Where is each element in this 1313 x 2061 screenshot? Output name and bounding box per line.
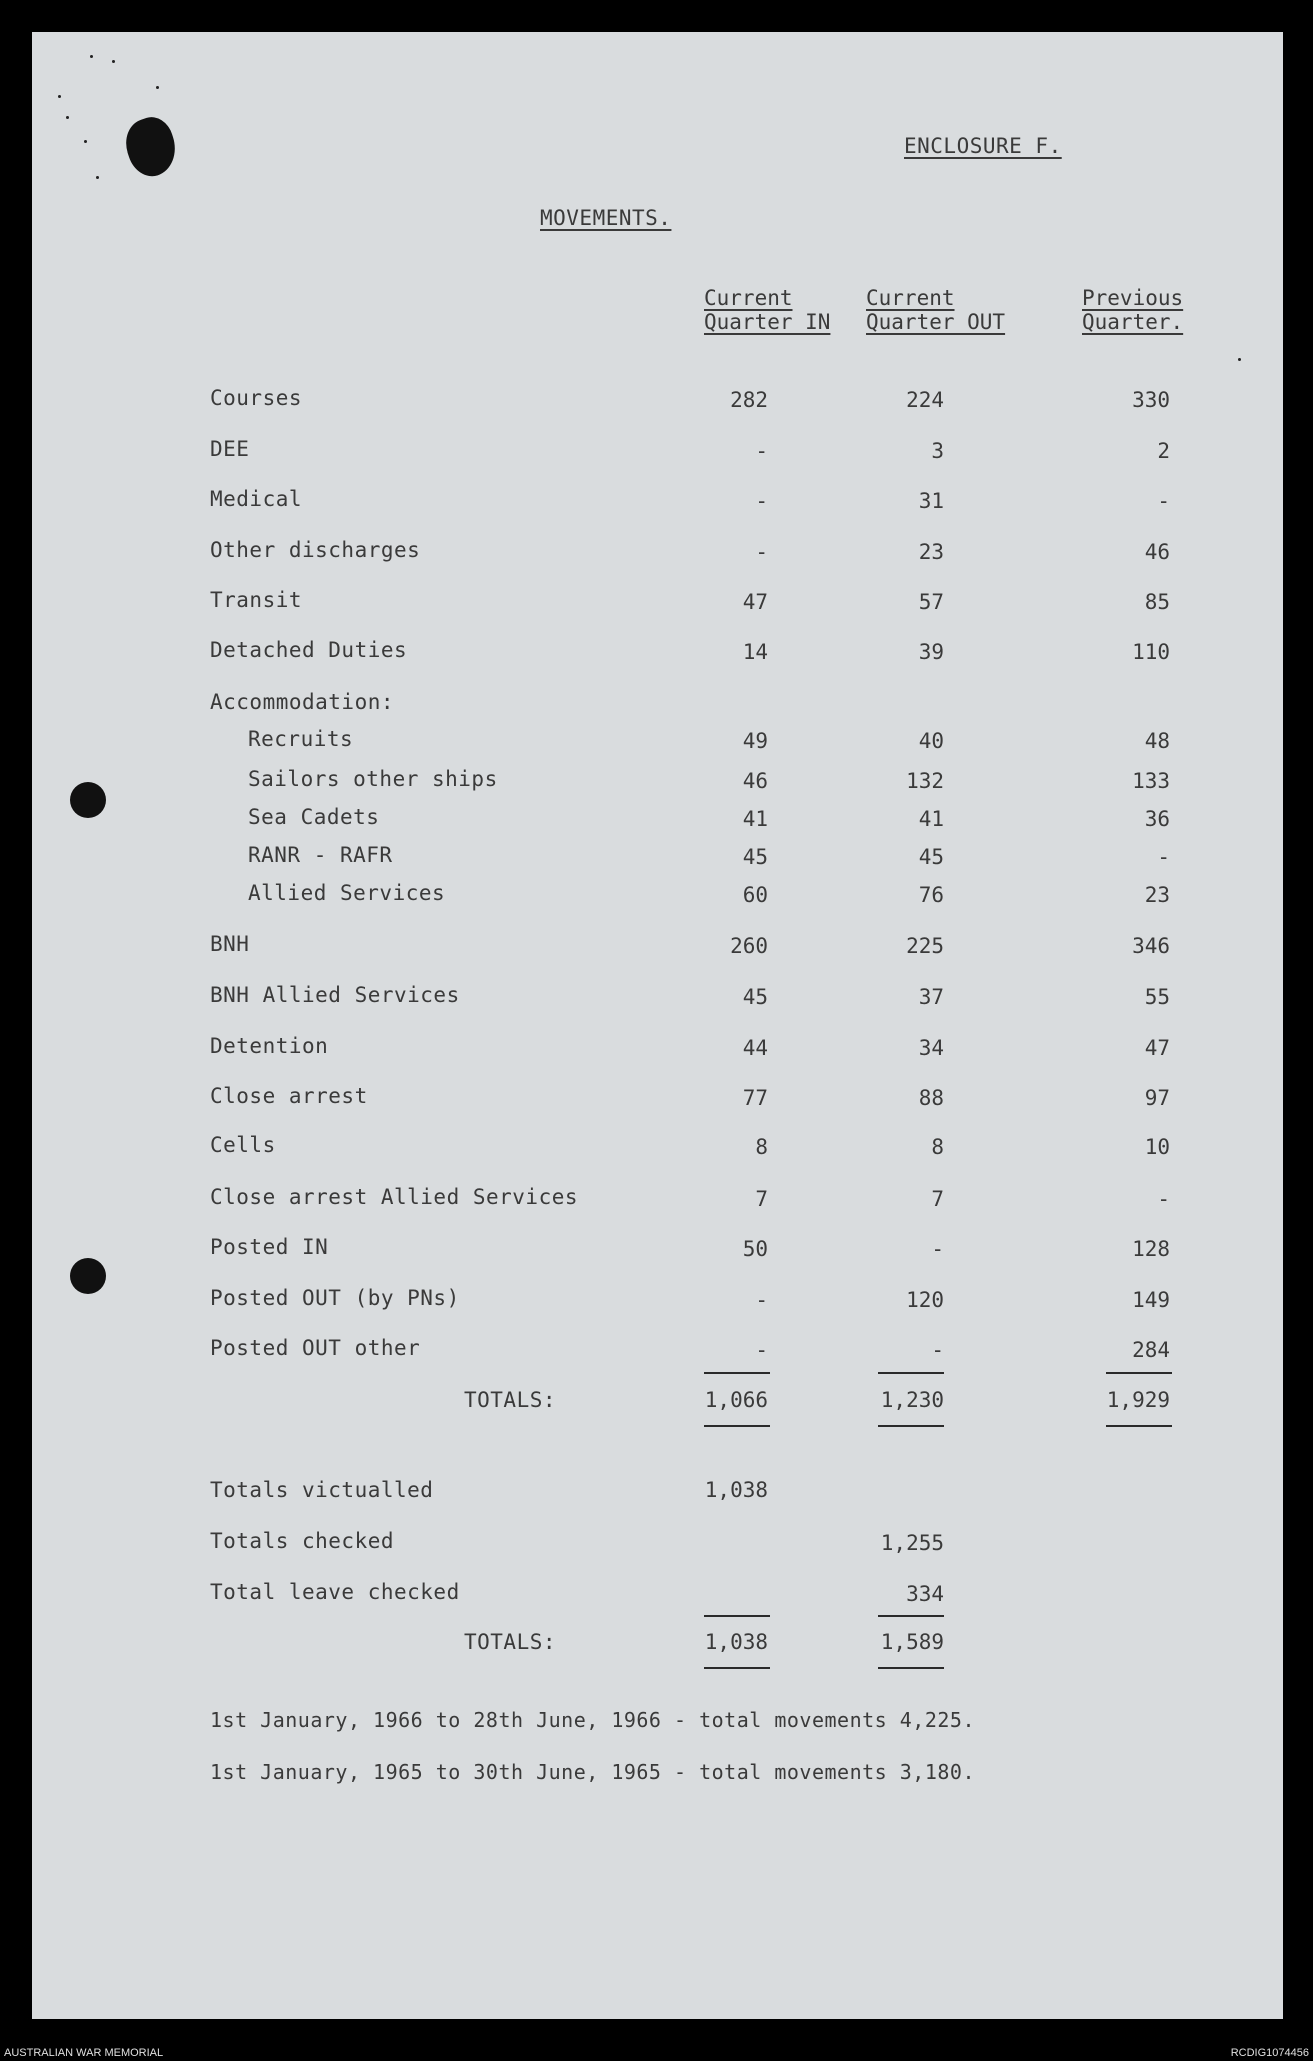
row-label: Medical <box>210 487 303 511</box>
speck <box>66 116 69 119</box>
column-header-line: Current <box>704 286 793 310</box>
value-previous: 10 <box>1144 1135 1170 1159</box>
speck <box>1238 358 1241 361</box>
value-current-in: 46 <box>742 769 768 793</box>
value-current-out: 334 <box>906 1582 944 1606</box>
value-current-out: 23 <box>918 540 944 564</box>
value-current-in: - <box>755 439 768 463</box>
value-previous: 46 <box>1144 540 1170 564</box>
total-rule <box>878 1372 944 1374</box>
row-label: BNH Allied Services <box>210 983 460 1007</box>
total-rule <box>1106 1425 1172 1427</box>
row-label: Transit <box>210 588 303 612</box>
value-current-in: - <box>755 1288 768 1312</box>
value-current-in: - <box>755 1338 768 1362</box>
total-rule <box>1106 1372 1172 1374</box>
punch-hole <box>70 782 106 818</box>
value-current-out: 39 <box>918 640 944 664</box>
row-label: RANR - RAFR <box>248 843 393 867</box>
value-current-in: 47 <box>742 590 768 614</box>
value-previous: 149 <box>1132 1288 1170 1312</box>
value-current-out: 224 <box>906 388 944 412</box>
value-current-out: - <box>931 1237 944 1261</box>
row-label: Recruits <box>248 727 354 751</box>
footer-id: RCDIG1074456 <box>1230 2047 1309 2059</box>
value-previous: 133 <box>1132 769 1170 793</box>
value-previous: 97 <box>1144 1086 1170 1110</box>
total-in: 1,038 <box>704 1630 768 1654</box>
value-current-out: 40 <box>918 729 944 753</box>
page-title: MOVEMENTS. <box>540 206 672 230</box>
row-label: Total leave checked <box>210 1580 460 1604</box>
value-current-in: 1,038 <box>704 1478 768 1502</box>
total-in: 1,066 <box>704 1388 768 1412</box>
enclosure-label: ENCLOSURE F. <box>904 134 1062 158</box>
value-previous: 23 <box>1144 883 1170 907</box>
column-header-previous <box>1082 286 1183 334</box>
row-label: Totals checked <box>210 1529 395 1553</box>
row-label: Courses <box>210 386 303 410</box>
value-current-out: 57 <box>918 590 944 614</box>
value-current-out: 132 <box>906 769 944 793</box>
speck <box>90 55 93 58</box>
value-previous: - <box>1157 845 1170 869</box>
total-out: 1,589 <box>880 1630 944 1654</box>
row-label: Sea Cadets <box>248 805 380 829</box>
total-rule <box>704 1615 770 1617</box>
value-current-out: 3 <box>931 439 944 463</box>
totals-label: TOTALS: <box>464 1630 557 1654</box>
value-previous: - <box>1157 1187 1170 1211</box>
value-previous: 85 <box>1144 590 1170 614</box>
row-label: Close arrest <box>210 1084 368 1108</box>
value-previous: 128 <box>1132 1237 1170 1261</box>
value-previous: 55 <box>1144 985 1170 1009</box>
speck <box>58 95 61 98</box>
row-label: Posted IN <box>210 1235 329 1259</box>
value-current-in: 50 <box>742 1237 768 1261</box>
value-previous: 36 <box>1144 807 1170 831</box>
column-header-current-in <box>704 286 830 334</box>
column-header-line: Previous <box>1082 286 1184 310</box>
total-rule <box>704 1425 770 1427</box>
speck <box>112 60 115 63</box>
row-label: Other discharges <box>210 538 421 562</box>
column-header-line: Quarter OUT <box>866 310 1006 334</box>
row-label: Close arrest Allied Services <box>210 1185 579 1209</box>
value-current-in: 44 <box>742 1036 768 1060</box>
value-current-in: 60 <box>742 883 768 907</box>
summary-line: 1st January, 1966 to 28th June, 1966 - total movements 4,225. <box>210 1708 976 1732</box>
value-current-out: 225 <box>906 934 944 958</box>
row-label: Detention <box>210 1034 329 1058</box>
row-label: Sailors other ships <box>248 767 498 791</box>
value-current-in: 49 <box>742 729 768 753</box>
value-current-out: 120 <box>906 1288 944 1312</box>
value-previous: 330 <box>1132 388 1170 412</box>
row-label: Posted OUT other <box>210 1336 421 1360</box>
value-current-in: 14 <box>742 640 768 664</box>
total-rule <box>878 1615 944 1617</box>
speck <box>156 86 159 89</box>
summary-line: 1st January, 1965 to 30th June, 1965 - total movements 3,180. <box>210 1760 976 1784</box>
value-current-out: 41 <box>918 807 944 831</box>
row-label: DEE <box>210 437 250 461</box>
total-rule <box>704 1667 770 1669</box>
value-current-out: 88 <box>918 1086 944 1110</box>
speck <box>96 176 99 179</box>
value-current-in: 7 <box>755 1187 768 1211</box>
value-current-in: 282 <box>730 388 768 412</box>
row-label: Allied Services <box>248 881 446 905</box>
value-current-in: 41 <box>742 807 768 831</box>
column-header-line: Quarter. <box>1082 310 1184 334</box>
value-current-in: 45 <box>742 845 768 869</box>
value-current-out: - <box>931 1338 944 1362</box>
total-rule <box>878 1667 944 1669</box>
total-previous: 1,929 <box>1106 1388 1170 1412</box>
totals-label: TOTALS: <box>464 1388 557 1412</box>
row-label: Cells <box>210 1133 276 1157</box>
value-current-in: 260 <box>730 934 768 958</box>
footer-archive: AUSTRALIAN WAR MEMORIAL <box>4 2047 164 2059</box>
row-label: Totals victualled <box>210 1478 434 1502</box>
column-header-line: Current <box>866 286 955 310</box>
value-previous: - <box>1157 489 1170 513</box>
row-label: Detached Duties <box>210 638 408 662</box>
row-label: Accommodation: <box>210 690 395 714</box>
value-current-in: 77 <box>742 1086 768 1110</box>
value-previous: 110 <box>1132 640 1170 664</box>
value-previous: 2 <box>1157 439 1170 463</box>
column-header-current-out <box>866 286 1005 334</box>
column-header-line: Quarter IN <box>704 310 831 334</box>
value-previous: 48 <box>1144 729 1170 753</box>
value-current-out: 37 <box>918 985 944 1009</box>
value-current-out: 1,255 <box>880 1531 944 1555</box>
speck <box>84 140 87 143</box>
value-current-in: - <box>755 489 768 513</box>
value-previous: 346 <box>1132 934 1170 958</box>
value-current-out: 8 <box>931 1135 944 1159</box>
value-current-out: 31 <box>918 489 944 513</box>
value-current-in: 45 <box>742 985 768 1009</box>
value-current-out: 34 <box>918 1036 944 1060</box>
total-rule <box>878 1425 944 1427</box>
total-rule <box>704 1372 770 1374</box>
value-current-in: 8 <box>755 1135 768 1159</box>
value-current-out: 45 <box>918 845 944 869</box>
value-current-out: 7 <box>931 1187 944 1211</box>
row-label: Posted OUT (by PNs) <box>210 1286 460 1310</box>
value-previous: 47 <box>1144 1036 1170 1060</box>
value-current-out: 76 <box>918 883 944 907</box>
value-previous: 284 <box>1132 1338 1170 1362</box>
row-label: BNH <box>210 932 250 956</box>
value-current-in: - <box>755 540 768 564</box>
total-out: 1,230 <box>880 1388 944 1412</box>
punch-hole <box>70 1258 106 1294</box>
